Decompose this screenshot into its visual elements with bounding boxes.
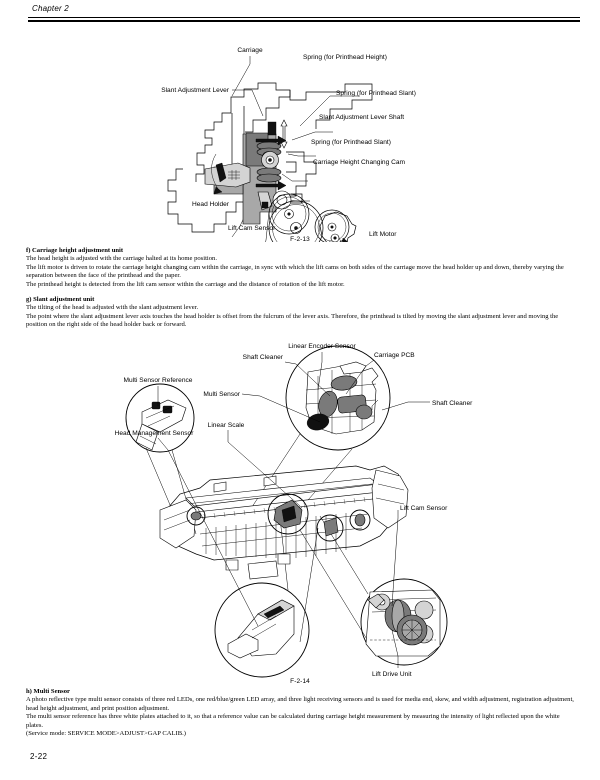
- header-rule-thin: [28, 17, 580, 18]
- figure-2-caption: F-2-14: [290, 678, 310, 685]
- label-carriage-height-changing-cam: Carriage Height Changing Cam: [313, 159, 405, 166]
- section-h-line-1: A photo reflective type multi sensor consists of three red LEDs, one red/blue/green LED array, and three light receiving sensors and is used for media end, skew, and width adjustment, registration adjustment, head height adjustment, and print position adjustment.: [26, 696, 574, 712]
- label-shaft-cleaner-right: Shaft Cleaner: [432, 400, 473, 407]
- label-spring-printhead-height: Spring (for Printhead Height): [303, 54, 387, 61]
- section-f-line-2: The lift motor is driven to rotate the carriage height changing cam within the carriage, in sync with which the lift cams on both sides of the carriage move the head holder up and down, thereby varying the separation between the face of the printhead and the paper.: [26, 263, 564, 280]
- label-spring-printhead-slant-1: Spring (for Printhead Slant): [336, 90, 416, 97]
- label-slant-adjustment-lever-shaft: Slant Adjustment Lever Shaft: [319, 114, 405, 121]
- section-h-line-2: The multi sensor reference has three white plates attached to it, so that a reference value can be calculated during carriage height measurement by measuring the intensity of light reflected upon the white plates.: [26, 713, 560, 729]
- label-lift-motor: Lift Motor: [369, 231, 397, 238]
- page-number: 2-22: [30, 752, 48, 761]
- section-carriage-height-adjustment-unit: [26, 247, 578, 289]
- label-spring-printhead-slant-2: Spring (for Printhead Slant): [311, 139, 391, 146]
- label-lift-drive-unit: Lift Drive Unit: [372, 671, 412, 678]
- label-carriage-pcb: Carriage PCB: [374, 352, 415, 359]
- section-f-line-3: The printhead height is detected from the lift cam sensor within the carriage and the distance of rotation of the lift motor.: [26, 280, 345, 288]
- section-slant-adjustment-unit: [26, 296, 578, 330]
- section-g-heading: g) Slant adjustment unit: [26, 296, 95, 303]
- label-head-management-sensor: Head Management Sensor: [114, 430, 194, 437]
- label-multi-sensor: Multi Sensor: [203, 391, 240, 398]
- figure-carriage-unit-sensors: [0, 338, 600, 686]
- section-f-line-1: The head height is adjusted with the carriage halted at its home position.: [26, 255, 217, 263]
- section-f-heading: f) Carriage height adjustment unit: [26, 247, 124, 254]
- section-h-heading: h) Multi Sensor: [26, 688, 70, 695]
- label-linear-scale: Linear Scale: [207, 422, 245, 429]
- label-lift-cam-sensor: Lift Cam Sensor: [228, 225, 276, 232]
- label-carriage: Carriage: [237, 47, 263, 54]
- section-h-line-3: (Service mode: SERVICE MODE>ADJUST>GAP CALIB.): [26, 730, 186, 738]
- section-g-line-1: The tilting of the head is adjusted with the slant adjustment lever.: [26, 304, 199, 312]
- header-rule-thick: [28, 20, 580, 22]
- figure-1-caption: F-2-13: [290, 236, 310, 243]
- chapter-label: Chapter 2: [32, 4, 69, 13]
- section-multi-sensor: [26, 688, 578, 738]
- figure-carriage-height-adjustment: [0, 34, 600, 242]
- label-slant-adjustment-lever: Slant Adjustment Lever: [161, 87, 229, 94]
- label-linear-encoder-sensor: Linear Encoder Sensor: [288, 343, 356, 350]
- label-lift-cam-sensor: Lift Cam Sensor: [400, 505, 448, 512]
- label-head-holder: Head Holder: [191, 201, 229, 208]
- page-header: [28, 4, 580, 22]
- section-g-line-2: The point where the slant adjustment lever axis touches the head holder is offset from the fulcrum of the lever axis. Therefore, the printhead is tilted by moving the slant adjustment lever and moving the position on the right side of the head holder back or forward.: [26, 312, 559, 329]
- label-shaft-cleaner-top: Shaft Cleaner: [242, 354, 283, 361]
- label-multi-sensor-reference: Multi Sensor Reference: [123, 377, 193, 384]
